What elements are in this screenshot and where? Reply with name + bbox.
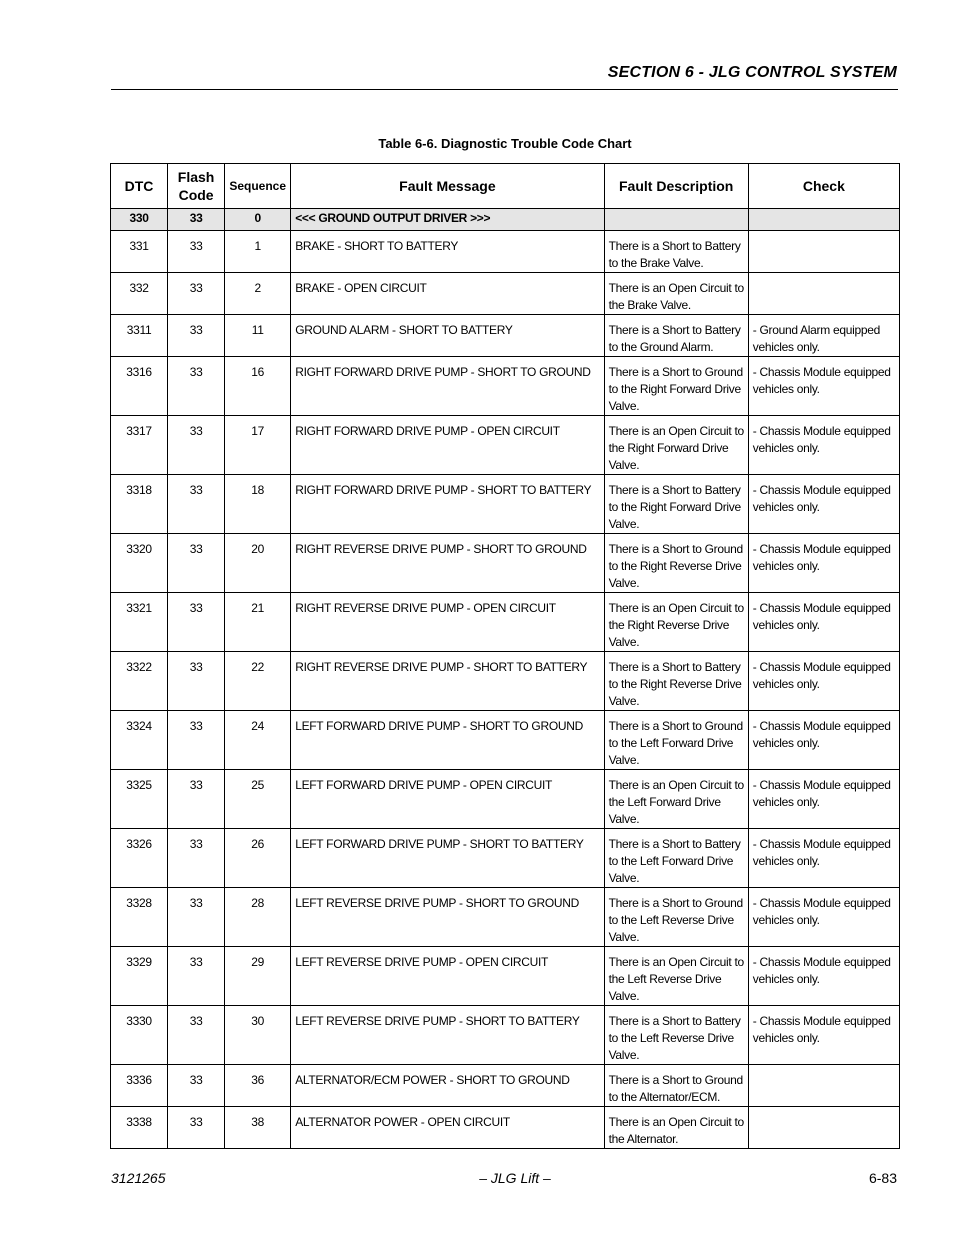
column-header-fault-description: Fault Description: [604, 164, 748, 209]
table-row: [111, 475, 900, 534]
cell-sequence: 21: [225, 593, 291, 652]
cell-dtc: 3322: [111, 652, 168, 711]
column-header-flash-code: [168, 164, 225, 209]
cell-sequence: 18: [225, 475, 291, 534]
cell-flash-code: 33: [168, 888, 225, 947]
cell-check: - Chassis Module equipped vehicles only.: [748, 534, 899, 593]
cell-fault-message: LEFT REVERSE DRIVE PUMP - SHORT TO GROUND: [291, 888, 604, 947]
cell-check: [748, 273, 899, 315]
cell-dtc: 3329: [111, 947, 168, 1006]
cell-fault-description: There is a Short to Battery to the Brake Valve.: [604, 231, 748, 273]
cell-fault-message: RIGHT REVERSE DRIVE PUMP - SHORT TO BATTERY: [291, 652, 604, 711]
column-header-dtc: DTC: [111, 164, 168, 209]
table-row: [111, 888, 900, 947]
cell-sequence: 26: [225, 829, 291, 888]
cell-check: - Chassis Module equipped vehicles only.: [748, 357, 899, 416]
cell-dtc: 3318: [111, 475, 168, 534]
cell-check: - Chassis Module equipped vehicles only.: [748, 947, 899, 1006]
cell-flash-code: 33: [168, 711, 225, 770]
cell-check: - Chassis Module equipped vehicles only.: [748, 1006, 899, 1065]
cell-dtc: 3320: [111, 534, 168, 593]
table-body: [111, 209, 900, 1149]
table-header-row: [111, 164, 900, 209]
flash-header-line1: Flash: [177, 169, 215, 185]
cell-dtc: 3321: [111, 593, 168, 652]
cell-check: [748, 1107, 899, 1149]
cell-dtc: 3311: [111, 315, 168, 357]
table-row: [111, 273, 900, 315]
table-row: [111, 770, 900, 829]
cell-fault-message: GROUND ALARM - SHORT TO BATTERY: [291, 315, 604, 357]
cell-fault-message: LEFT FORWARD DRIVE PUMP - SHORT TO GROUND: [291, 711, 604, 770]
cell-fault-message: RIGHT FORWARD DRIVE PUMP - OPEN CIRCUIT: [291, 416, 604, 475]
cell-fault-message: RIGHT REVERSE DRIVE PUMP - OPEN CIRCUIT: [291, 593, 604, 652]
cell-check: - Chassis Module equipped vehicles only.: [748, 652, 899, 711]
cell-dtc: 3328: [111, 888, 168, 947]
cell-flash-code: 33: [168, 652, 225, 711]
cell-fault-description: There is a Short to Battery to the Right Forward Drive Valve.: [604, 475, 748, 534]
cell-dtc: 3330: [111, 1006, 168, 1065]
cell-flash-code: 33: [168, 475, 225, 534]
cell-flash-code: 33: [168, 231, 225, 273]
cell-flash-code: 33: [168, 1065, 225, 1107]
cell-check: - Chassis Module equipped vehicles only.: [748, 888, 899, 947]
cell-sequence: 25: [225, 770, 291, 829]
cell-dtc: 3325: [111, 770, 168, 829]
cell-flash-code: 33: [168, 209, 225, 231]
cell-fault-description: There is an Open Circuit to the Right Forward Drive Valve.: [604, 416, 748, 475]
column-header-sequence: Sequence: [225, 164, 291, 209]
cell-sequence: 38: [225, 1107, 291, 1149]
cell-sequence: 24: [225, 711, 291, 770]
cell-fault-description: There is a Short to Battery to the Ground Alarm.: [604, 315, 748, 357]
cell-dtc: 330: [111, 209, 168, 231]
footer-page-number: 6-83: [868, 1170, 897, 1186]
cell-fault-message: BRAKE - SHORT TO BATTERY: [291, 231, 604, 273]
cell-check: [748, 209, 899, 231]
cell-dtc: 332: [111, 273, 168, 315]
header-divider: [111, 89, 898, 90]
table-row: [111, 416, 900, 475]
table-row: [111, 315, 900, 357]
cell-dtc: 3326: [111, 829, 168, 888]
cell-dtc: 3324: [111, 711, 168, 770]
cell-flash-code: 33: [168, 1006, 225, 1065]
cell-fault-message: <<< GROUND OUTPUT DRIVER >>>: [291, 209, 604, 231]
cell-sequence: 22: [225, 652, 291, 711]
column-header-fault-message: Fault Message: [291, 164, 604, 209]
cell-fault-message: LEFT REVERSE DRIVE PUMP - SHORT TO BATTERY: [291, 1006, 604, 1065]
cell-fault-description: There is an Open Circuit to the Brake Valve.: [604, 273, 748, 315]
column-header-check: Check: [748, 164, 899, 209]
cell-fault-description: There is an Open Circuit to the Left Reverse Drive Valve.: [604, 947, 748, 1006]
cell-check: [748, 231, 899, 273]
cell-fault-description: There is a Short to Ground to the Left Reverse Drive Valve.: [604, 888, 748, 947]
cell-sequence: 11: [225, 315, 291, 357]
cell-fault-message: RIGHT FORWARD DRIVE PUMP - SHORT TO BATTERY: [291, 475, 604, 534]
table-row: [111, 357, 900, 416]
cell-check: - Chassis Module equipped vehicles only.: [748, 711, 899, 770]
cell-dtc: 3338: [111, 1107, 168, 1149]
cell-flash-code: 33: [168, 770, 225, 829]
cell-fault-message: RIGHT REVERSE DRIVE PUMP - SHORT TO GROUND: [291, 534, 604, 593]
table-row: [111, 1107, 900, 1149]
table-row: [111, 231, 900, 273]
cell-flash-code: 33: [168, 829, 225, 888]
cell-fault-message: LEFT REVERSE DRIVE PUMP - OPEN CIRCUIT: [291, 947, 604, 1006]
table-title: Table 6-6. Diagnostic Trouble Code Chart: [378, 136, 632, 151]
cell-fault-description: There is a Short to Battery to the Right Reverse Drive Valve.: [604, 652, 748, 711]
cell-fault-message: ALTERNATOR POWER - OPEN CIRCUIT: [291, 1107, 604, 1149]
cell-flash-code: 33: [168, 416, 225, 475]
cell-fault-message: LEFT FORWARD DRIVE PUMP - OPEN CIRCUIT: [291, 770, 604, 829]
cell-flash-code: 33: [168, 273, 225, 315]
table-row: [111, 1006, 900, 1065]
cell-fault-description: There is a Short to Ground to the Alternator/ECM.: [604, 1065, 748, 1107]
cell-flash-code: 33: [168, 947, 225, 1006]
cell-sequence: 17: [225, 416, 291, 475]
cell-fault-message: ALTERNATOR/ECM POWER - SHORT TO GROUND: [291, 1065, 604, 1107]
cell-sequence: 20: [225, 534, 291, 593]
cell-fault-description: There is a Short to Battery to the Left Forward Drive Valve.: [604, 829, 748, 888]
footer-publisher: – JLG Lift –: [479, 1170, 551, 1186]
cell-fault-description: There is a Short to Ground to the Right Forward Drive Valve.: [604, 357, 748, 416]
cell-fault-description: [604, 209, 748, 231]
table-row: [111, 947, 900, 1006]
cell-dtc: 3317: [111, 416, 168, 475]
cell-check: - Chassis Module equipped vehicles only.: [748, 593, 899, 652]
cell-fault-description: There is an Open Circuit to the Right Reverse Drive Valve.: [604, 593, 748, 652]
cell-sequence: 29: [225, 947, 291, 1006]
cell-check: - Chassis Module equipped vehicles only.: [748, 770, 899, 829]
flash-header-line2: Code: [178, 187, 214, 203]
cell-sequence: 2: [225, 273, 291, 315]
cell-fault-description: There is a Short to Ground to the Left Forward Drive Valve.: [604, 711, 748, 770]
cell-check: - Chassis Module equipped vehicles only.: [748, 475, 899, 534]
dtc-table: [110, 163, 900, 1149]
cell-sequence: 28: [225, 888, 291, 947]
cell-dtc: 3316: [111, 357, 168, 416]
cell-flash-code: 33: [168, 357, 225, 416]
group-header-row: [111, 209, 900, 231]
cell-sequence: 1: [225, 231, 291, 273]
cell-check: - Ground Alarm equipped vehicles only.: [748, 315, 899, 357]
footer-doc-number: 3121265: [111, 1170, 166, 1186]
cell-flash-code: 33: [168, 315, 225, 357]
table-row: [111, 593, 900, 652]
table-row: [111, 534, 900, 593]
cell-sequence: 36: [225, 1065, 291, 1107]
cell-fault-description: There is a Short to Battery to the Left Reverse Drive Valve.: [604, 1006, 748, 1065]
cell-flash-code: 33: [168, 593, 225, 652]
cell-flash-code: 33: [168, 1107, 225, 1149]
cell-sequence: 0: [225, 209, 291, 231]
table-row: [111, 829, 900, 888]
section-header: SECTION 6 - JLG CONTROL SYSTEM: [607, 64, 897, 81]
cell-fault-description: There is an Open Circuit to the Left Forward Drive Valve.: [604, 770, 748, 829]
cell-check: - Chassis Module equipped vehicles only.: [748, 829, 899, 888]
table-row: [111, 1065, 900, 1107]
table-row: [111, 652, 900, 711]
cell-fault-message: LEFT FORWARD DRIVE PUMP - SHORT TO BATTERY: [291, 829, 604, 888]
cell-fault-description: There is a Short to Ground to the Right Reverse Drive Valve.: [604, 534, 748, 593]
cell-sequence: 30: [225, 1006, 291, 1065]
table-row: [111, 711, 900, 770]
cell-flash-code: 33: [168, 534, 225, 593]
cell-dtc: 331: [111, 231, 168, 273]
cell-check: [748, 1065, 899, 1107]
cell-fault-message: RIGHT FORWARD DRIVE PUMP - SHORT TO GROUND: [291, 357, 604, 416]
cell-check: - Chassis Module equipped vehicles only.: [748, 416, 899, 475]
cell-sequence: 16: [225, 357, 291, 416]
cell-fault-message: BRAKE - OPEN CIRCUIT: [291, 273, 604, 315]
cell-fault-description: There is an Open Circuit to the Alternator.: [604, 1107, 748, 1149]
cell-dtc: 3336: [111, 1065, 168, 1107]
